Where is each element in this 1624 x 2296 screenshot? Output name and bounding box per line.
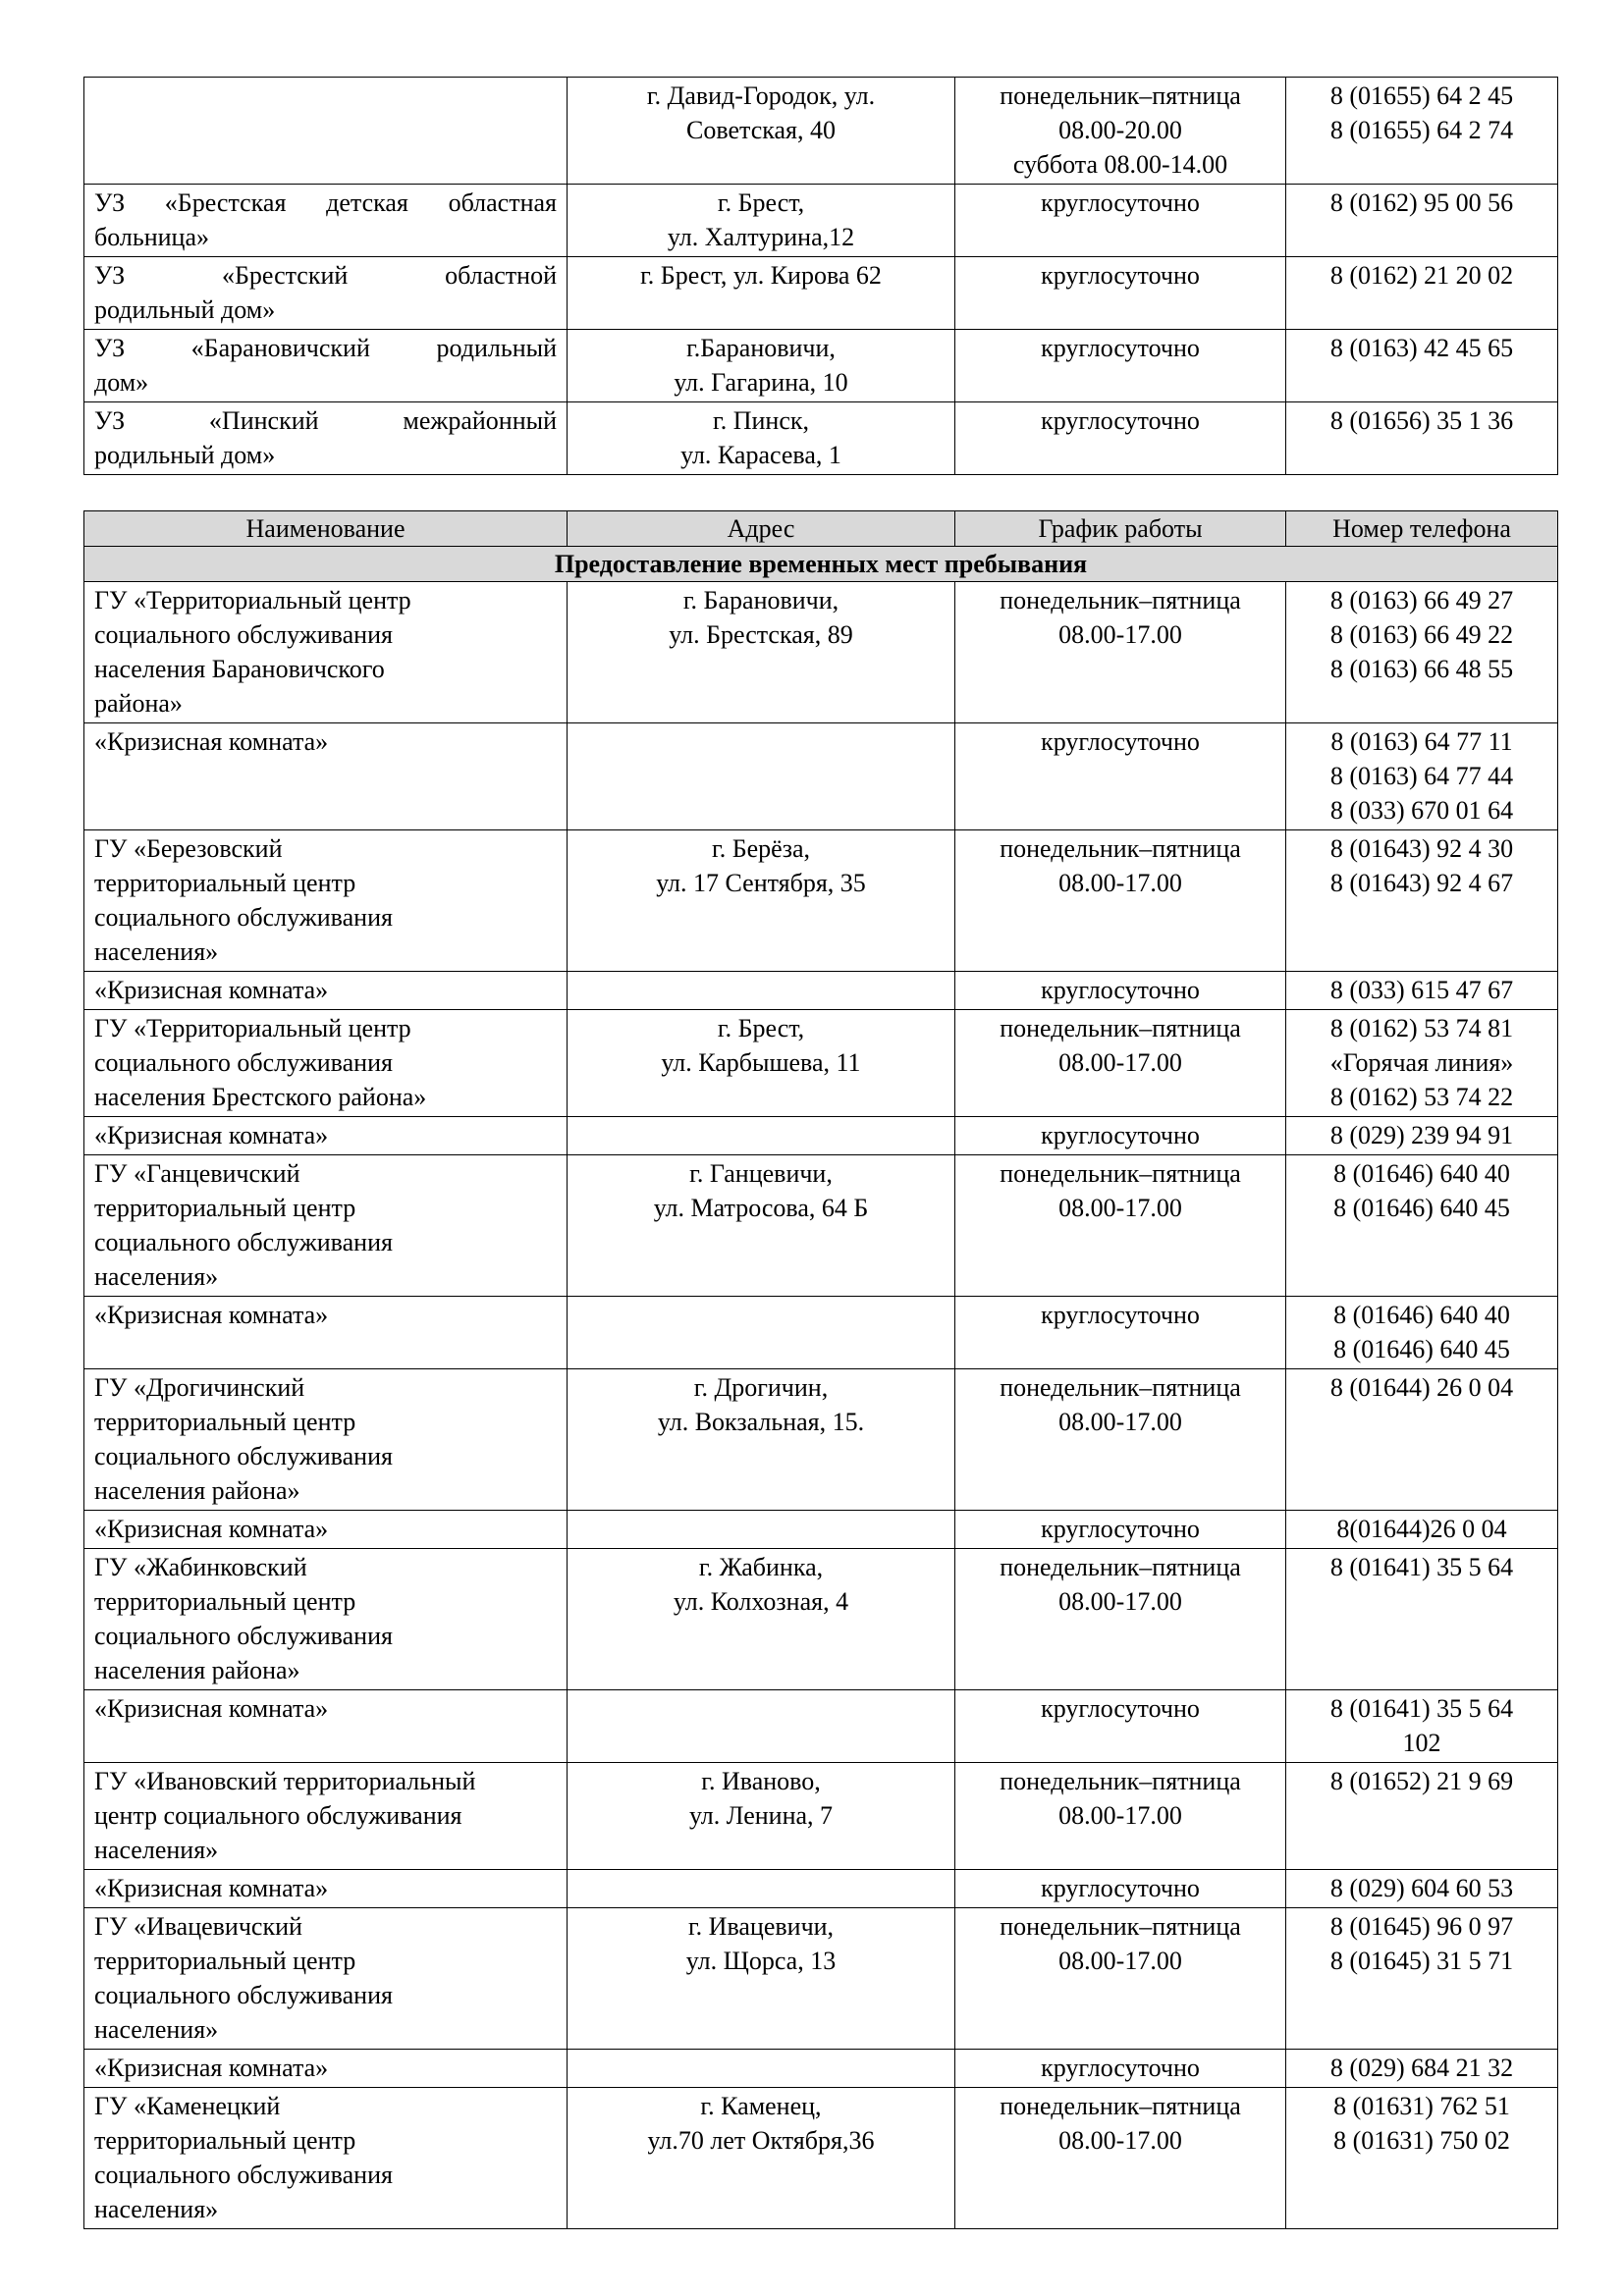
cell-schedule-line: 08.00-17.00 — [1058, 869, 1182, 897]
cell-name-line: населения» — [94, 1262, 219, 1291]
cell-address — [568, 1690, 955, 1763]
cell-phone-line: 8 (0163) 64 77 11 — [1330, 727, 1513, 756]
cell-phone-line: 8 (029) 684 21 32 — [1329, 2054, 1514, 2082]
cell-schedule — [955, 257, 1286, 330]
table-row — [84, 185, 1558, 257]
cell-address — [568, 1908, 955, 2050]
cell-name-line: УЗ «Брестский областной — [94, 261, 557, 290]
cell-schedule-line: круглосуточно — [1041, 334, 1200, 362]
cell-name-line: дом» — [94, 368, 149, 397]
cell-name — [84, 972, 568, 1010]
cell-name-line: «Кризисная комната» — [94, 1694, 329, 1723]
cell-address-line: Советская, 40 — [686, 116, 836, 144]
cell-address-line: г. Дрогичин, — [693, 1373, 829, 1402]
cell-name-line: ГУ «Каменецкий — [94, 2092, 281, 2120]
cell-address-line: г. Брест, ул. Кирова 62 — [640, 261, 882, 290]
table-row — [84, 2088, 1558, 2229]
cell-name-line: населения» — [94, 1836, 219, 1864]
table-row — [84, 402, 1558, 475]
table-row — [84, 723, 1558, 830]
cell-name-line: «Кризисная комната» — [94, 1874, 329, 1902]
section-title: Предоставление временных мест пребывания — [84, 547, 1558, 582]
cell-phone-line: 8 (01646) 640 45 — [1333, 1335, 1510, 1363]
cell-address — [568, 1117, 955, 1155]
cell-phone-line: 8 (01645) 96 0 97 — [1329, 1912, 1514, 1941]
cell-schedule — [955, 1117, 1286, 1155]
temporary-stay-table-body — [84, 547, 1558, 2229]
cell-address — [568, 330, 955, 402]
cell-name-line: «Кризисная комната» — [94, 727, 329, 756]
cell-name-line: района» — [94, 689, 183, 718]
cell-schedule-line: круглосуточно — [1041, 1121, 1200, 1149]
cell-address-line: г. Ивацевичи, — [687, 1912, 835, 1941]
cell-name-line: УЗ «Брестская детская областная — [94, 188, 557, 217]
cell-address-line: г. Барановичи, — [682, 586, 839, 614]
cell-name-line: территориальный центр — [94, 1408, 356, 1436]
cell-name-line: социального обслуживания — [94, 620, 393, 649]
cell-phone-line: 8 (0163) 42 45 65 — [1329, 334, 1514, 362]
cell-name-line: территориальный центр — [94, 869, 356, 897]
cell-name — [84, 1297, 568, 1369]
cell-name-line: центр социального обслуживания — [94, 1801, 462, 1830]
cell-address-line: ул. Карасева, 1 — [680, 441, 841, 469]
temporary-stay-table — [83, 510, 1558, 2229]
cell-phone — [1286, 402, 1558, 475]
cell-phone-line: 8 (01646) 640 40 — [1333, 1159, 1510, 1188]
cell-name — [84, 78, 568, 185]
cell-phone-line: 102 — [1402, 1729, 1441, 1757]
cell-schedule — [955, 78, 1286, 185]
cell-phone-line: 8 (01643) 92 4 30 — [1329, 834, 1514, 863]
cell-name-line: населения Брестского района» — [94, 1083, 427, 1111]
cell-phone — [1286, 1870, 1558, 1908]
cell-name — [84, 1908, 568, 2050]
cell-phone-line: 8 (0163) 66 49 22 — [1329, 620, 1514, 649]
cell-schedule — [955, 1549, 1286, 1690]
header-schedule: График работы — [955, 511, 1286, 547]
cell-name — [84, 185, 568, 257]
cell-phone-line: 8 (029) 604 60 53 — [1329, 1874, 1514, 1902]
cell-schedule — [955, 1763, 1286, 1870]
cell-address-line: ул. 17 Сентября, 35 — [656, 869, 866, 897]
table-row — [84, 830, 1558, 972]
cell-schedule — [955, 1155, 1286, 1297]
cell-address — [568, 1297, 955, 1369]
cell-phone-line: 8 (0163) 66 49 27 — [1329, 586, 1514, 614]
cell-address — [568, 1010, 955, 1117]
cell-schedule — [955, 723, 1286, 830]
cell-phone-line: 8 (01655) 64 2 45 — [1329, 81, 1514, 110]
cell-name — [84, 1549, 568, 1690]
cell-address-line: г. Ганцевичи, — [689, 1159, 833, 1188]
cell-address-line: ул. Вокзальная, 15. — [657, 1408, 865, 1436]
cell-name-line: ГУ «Территориальный центр — [94, 586, 411, 614]
cell-phone-line: 8 (01645) 31 5 71 — [1329, 1947, 1514, 1975]
table-row — [84, 1369, 1558, 1511]
cell-name — [84, 723, 568, 830]
cell-schedule — [955, 1297, 1286, 1369]
cell-schedule — [955, 582, 1286, 723]
cell-phone-line: 8(01644)26 0 04 — [1336, 1515, 1507, 1543]
cell-schedule — [955, 1369, 1286, 1511]
cell-address-line: ул. Матросова, 64 Б — [653, 1194, 869, 1222]
cell-phone — [1286, 1690, 1558, 1763]
cell-name-line: территориальный центр — [94, 2126, 356, 2155]
cell-address-line: ул. Халтурина,12 — [667, 223, 855, 251]
cell-name — [84, 1369, 568, 1511]
cell-name-line: ГУ «Ивацевичский — [94, 1912, 302, 1941]
cell-address — [568, 1870, 955, 1908]
cell-schedule — [955, 1908, 1286, 2050]
cell-address — [568, 1155, 955, 1297]
cell-phone-line: 8 (01643) 92 4 67 — [1329, 869, 1514, 897]
cell-address — [568, 257, 955, 330]
cell-schedule — [955, 1010, 1286, 1117]
cell-schedule — [955, 330, 1286, 402]
cell-name-line: ГУ «Дрогичинский — [94, 1373, 305, 1402]
cell-name-line: населения Барановичского — [94, 655, 385, 683]
cell-name-line: «Кризисная комната» — [94, 1121, 329, 1149]
table-row — [84, 257, 1558, 330]
cell-address — [568, 185, 955, 257]
table-row — [84, 582, 1558, 723]
cell-phone-line: 8 (0162) 53 74 81 — [1329, 1014, 1514, 1042]
cell-address-line: ул. Ленина, 7 — [688, 1801, 834, 1830]
cell-phone-line: 8 (01641) 35 5 64 — [1329, 1553, 1514, 1581]
cell-phone — [1286, 185, 1558, 257]
section-row — [84, 547, 1558, 582]
cell-address — [568, 972, 955, 1010]
cell-schedule-line: 08.00-17.00 — [1058, 1801, 1182, 1830]
cell-schedule-line: понедельник–пятница — [1000, 2092, 1241, 2120]
cell-phone-line: «Горячая линия» — [1329, 1048, 1514, 1077]
cell-address-line: г.Барановичи, — [686, 334, 836, 362]
cell-name-line: населения» — [94, 2015, 219, 2044]
cell-phone — [1286, 1155, 1558, 1297]
cell-schedule-line: понедельник–пятница — [1000, 81, 1241, 110]
medical-institutions-table — [83, 77, 1558, 475]
table-row — [84, 1763, 1558, 1870]
cell-name-line: «Кризисная комната» — [94, 2054, 329, 2082]
cell-name-line: населения района» — [94, 1656, 300, 1684]
cell-address — [568, 1369, 955, 1511]
cell-schedule — [955, 1870, 1286, 1908]
cell-phone — [1286, 1549, 1558, 1690]
cell-phone — [1286, 2088, 1558, 2229]
cell-address — [568, 2088, 955, 2229]
table-header-row — [84, 511, 1558, 547]
cell-address-line: г. Давид-Городок, ул. — [646, 81, 876, 110]
cell-phone-line: 8 (0162) 21 20 02 — [1329, 261, 1514, 290]
cell-name-line: социального обслуживания — [94, 1981, 393, 2009]
cell-schedule-line: круглосуточно — [1041, 2054, 1200, 2082]
cell-address-line: г. Каменец, — [700, 2092, 822, 2120]
cell-schedule — [955, 2050, 1286, 2088]
table-row — [84, 1297, 1558, 1369]
cell-address — [568, 1763, 955, 1870]
cell-phone-line: 8 (01644) 26 0 04 — [1329, 1373, 1514, 1402]
table-row — [84, 1908, 1558, 2050]
table-row — [84, 972, 1558, 1010]
cell-name-line: социального обслуживания — [94, 1228, 393, 1256]
cell-name-line: социального обслуживания — [94, 1048, 393, 1077]
cell-schedule-line: 08.00-17.00 — [1058, 1587, 1182, 1616]
cell-schedule-line: понедельник–пятница — [1000, 1159, 1241, 1188]
cell-name — [84, 2050, 568, 2088]
cell-name-line: больница» — [94, 223, 209, 251]
cell-phone — [1286, 723, 1558, 830]
cell-address — [568, 1549, 955, 1690]
cell-schedule-line: понедельник–пятница — [1000, 834, 1241, 863]
cell-schedule-line: понедельник–пятница — [1000, 1912, 1241, 1941]
cell-schedule-line: круглосуточно — [1041, 188, 1200, 217]
table-row — [84, 1010, 1558, 1117]
cell-name-line: ГУ «Жабинковский — [94, 1553, 307, 1581]
cell-name-line: социального обслуживания — [94, 1622, 393, 1650]
cell-phone-line: 8 (01656) 35 1 36 — [1329, 406, 1514, 435]
cell-schedule — [955, 830, 1286, 972]
cell-name — [84, 1155, 568, 1297]
cell-phone-line: 8 (0162) 95 00 56 — [1329, 188, 1514, 217]
cell-phone-line: 8 (01646) 640 45 — [1333, 1194, 1510, 1222]
cell-name-line: «Кризисная комната» — [94, 976, 329, 1004]
cell-schedule-line: круглосуточно — [1041, 727, 1200, 756]
table-row — [84, 1117, 1558, 1155]
cell-schedule-line: понедельник–пятница — [1000, 1014, 1241, 1042]
cell-name-line: населения» — [94, 937, 219, 966]
cell-address-line: г. Иваново, — [701, 1767, 821, 1795]
cell-name — [84, 257, 568, 330]
cell-schedule — [955, 1690, 1286, 1763]
cell-address-line: г. Жабинка, — [698, 1553, 824, 1581]
cell-address — [568, 2050, 955, 2088]
cell-phone — [1286, 582, 1558, 723]
cell-name — [84, 1117, 568, 1155]
cell-name — [84, 582, 568, 723]
cell-schedule-line: понедельник–пятница — [1000, 1553, 1241, 1581]
table-row — [84, 2050, 1558, 2088]
cell-phone-line: 8 (01641) 35 5 64 — [1329, 1694, 1514, 1723]
cell-address — [568, 582, 955, 723]
cell-address — [568, 402, 955, 475]
cell-name — [84, 402, 568, 475]
cell-phone-line: 8 (033) 670 01 64 — [1329, 796, 1514, 825]
cell-phone-line: 8 (01631) 750 02 — [1333, 2126, 1510, 2155]
cell-phone-line: 8 (01655) 64 2 74 — [1329, 116, 1514, 144]
table-row — [84, 1511, 1558, 1549]
cell-phone-line: 8 (033) 615 47 67 — [1329, 976, 1514, 1004]
cell-address-line: ул. Гагарина, 10 — [674, 368, 848, 397]
cell-phone — [1286, 830, 1558, 972]
cell-name-line: населения района» — [94, 1476, 300, 1505]
cell-address — [568, 1511, 955, 1549]
cell-phone — [1286, 1908, 1558, 2050]
cell-address-line: г. Берёза, — [711, 834, 811, 863]
cell-address-line: ул. Карбышева, 11 — [661, 1048, 861, 1077]
header-name: Наименование — [84, 511, 568, 547]
cell-address-line: г. Брест, — [717, 188, 805, 217]
cell-phone-line: 8 (0162) 53 74 22 — [1329, 1083, 1514, 1111]
cell-schedule-line: круглосуточно — [1041, 406, 1200, 435]
cell-name — [84, 1763, 568, 1870]
cell-schedule — [955, 2088, 1286, 2229]
cell-name-line: ГУ «Березовский — [94, 834, 283, 863]
cell-schedule-line: 08.00-17.00 — [1058, 620, 1182, 649]
cell-address — [568, 723, 955, 830]
cell-phone — [1286, 1010, 1558, 1117]
medical-institutions-table-body — [84, 78, 1558, 475]
cell-phone — [1286, 330, 1558, 402]
cell-name-line: ГУ «Ивановский территориальный — [94, 1767, 476, 1795]
table-row — [84, 330, 1558, 402]
cell-name-line: ГУ «Ганцевичский — [94, 1159, 300, 1188]
cell-name — [84, 2088, 568, 2229]
cell-name-line: территориальный центр — [94, 1947, 356, 1975]
cell-schedule-line: 08.00-17.00 — [1058, 2126, 1182, 2155]
table-row — [84, 1549, 1558, 1690]
cell-name-line: УЗ «Пинский межрайонный — [94, 406, 557, 435]
cell-schedule-line: круглосуточно — [1041, 1874, 1200, 1902]
cell-schedule — [955, 1511, 1286, 1549]
cell-name-line: родильный дом» — [94, 295, 276, 324]
cell-phone — [1286, 1511, 1558, 1549]
cell-address-line: г. Брест, — [717, 1014, 805, 1042]
cell-address-line: ул. Брестская, 89 — [669, 620, 853, 649]
cell-name-line: ГУ «Территориальный центр — [94, 1014, 411, 1042]
cell-schedule-line: 08.00-20.00 — [1058, 116, 1182, 144]
cell-phone — [1286, 257, 1558, 330]
cell-phone — [1286, 972, 1558, 1010]
cell-phone-line: 8 (029) 239 94 91 — [1329, 1121, 1514, 1149]
cell-address-line: ул. Щорса, 13 — [685, 1947, 837, 1975]
cell-schedule-line: 08.00-17.00 — [1058, 1194, 1182, 1222]
cell-schedule — [955, 972, 1286, 1010]
table-row — [84, 78, 1558, 185]
table-row — [84, 1870, 1558, 1908]
cell-schedule-line: круглосуточно — [1041, 976, 1200, 1004]
cell-phone — [1286, 1763, 1558, 1870]
cell-name-line: социального обслуживания — [94, 2161, 393, 2189]
cell-name — [84, 1690, 568, 1763]
cell-schedule-line: понедельник–пятница — [1000, 1373, 1241, 1402]
cell-schedule — [955, 185, 1286, 257]
cell-name — [84, 830, 568, 972]
cell-schedule-line: круглосуточно — [1041, 1515, 1200, 1543]
cell-phone-line: 8 (01652) 21 9 69 — [1329, 1767, 1514, 1795]
cell-name-line: социального обслуживания — [94, 1442, 393, 1470]
cell-phone-line: 8 (0163) 64 77 44 — [1329, 762, 1514, 790]
header-address: Адрес — [568, 511, 955, 547]
cell-name — [84, 1511, 568, 1549]
cell-name-line: УЗ «Барановичский родильный — [94, 334, 557, 362]
cell-schedule-line: 08.00-17.00 — [1058, 1947, 1182, 1975]
cell-schedule-line: понедельник–пятница — [1000, 586, 1241, 614]
cell-address-line: г. Пинск, — [712, 406, 809, 435]
cell-schedule-line: круглосуточно — [1041, 1301, 1200, 1329]
cell-schedule-line: круглосуточно — [1041, 261, 1200, 290]
cell-schedule-line: круглосуточно — [1041, 1694, 1200, 1723]
cell-name — [84, 1870, 568, 1908]
cell-name-line: «Кризисная комната» — [94, 1515, 329, 1543]
cell-phone-line: 8 (01631) 762 51 — [1333, 2092, 1510, 2120]
cell-schedule-line: 08.00-17.00 — [1058, 1048, 1182, 1077]
cell-address — [568, 78, 955, 185]
cell-phone — [1286, 1297, 1558, 1369]
cell-phone — [1286, 78, 1558, 185]
cell-name-line: родильный дом» — [94, 441, 276, 469]
cell-schedule-line: понедельник–пятница — [1000, 1767, 1241, 1795]
cell-address — [568, 830, 955, 972]
cell-phone — [1286, 1117, 1558, 1155]
table-row — [84, 1155, 1558, 1297]
cell-name-line: территориальный центр — [94, 1194, 356, 1222]
cell-address-line: ул. Колхозная, 4 — [673, 1587, 849, 1616]
cell-address-line: ул.70 лет Октября,36 — [647, 2126, 875, 2155]
cell-schedule-line: суббота 08.00-14.00 — [1012, 150, 1228, 179]
cell-name-line: территориальный центр — [94, 1587, 356, 1616]
cell-schedule — [955, 402, 1286, 475]
cell-name-line: «Кризисная комната» — [94, 1301, 329, 1329]
cell-name-line: населения» — [94, 2195, 219, 2223]
cell-phone-line: 8 (0163) 66 48 55 — [1329, 655, 1514, 683]
cell-phone-line: 8 (01646) 640 40 — [1333, 1301, 1510, 1329]
cell-name-line: социального обслуживания — [94, 903, 393, 932]
cell-schedule-line: 08.00-17.00 — [1058, 1408, 1182, 1436]
cell-name — [84, 1010, 568, 1117]
cell-name — [84, 330, 568, 402]
header-phone: Номер телефона — [1286, 511, 1558, 547]
cell-phone — [1286, 1369, 1558, 1511]
table-row — [84, 1690, 1558, 1763]
cell-phone — [1286, 2050, 1558, 2088]
